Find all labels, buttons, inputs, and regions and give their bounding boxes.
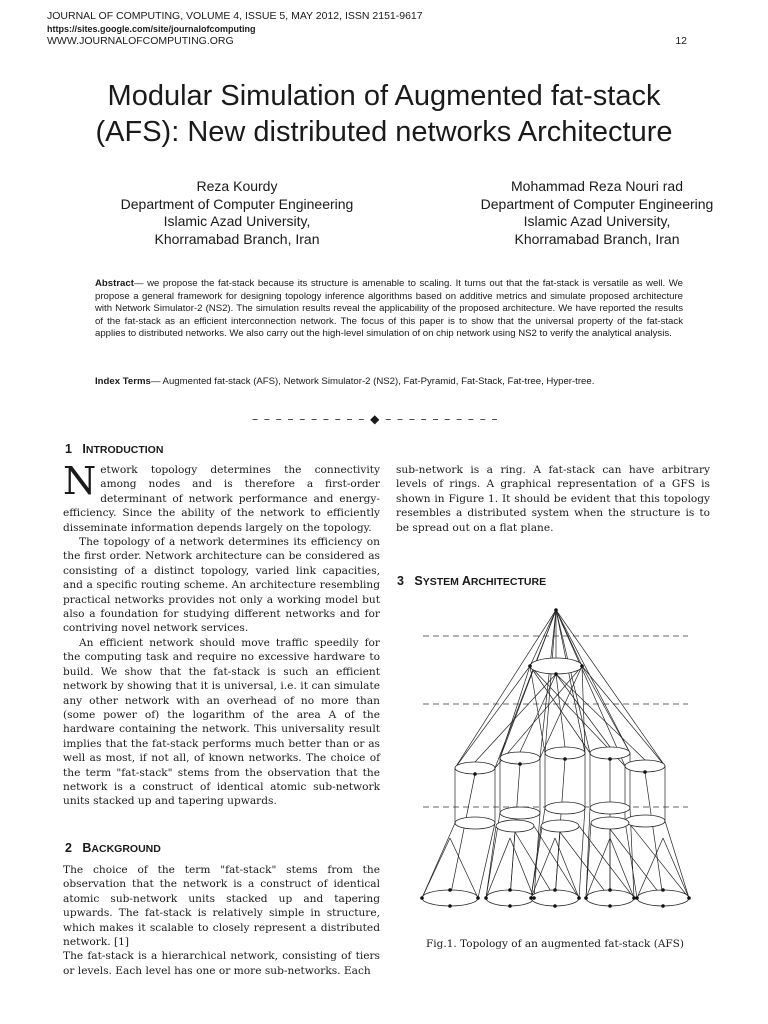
edge: [556, 610, 590, 753]
section-number: 3: [397, 574, 404, 588]
node: [476, 896, 480, 900]
heading-rest: YSTEM: [422, 576, 462, 588]
node: [687, 896, 691, 900]
right-column-paragraph: [396, 463, 710, 535]
ring: [541, 820, 579, 832]
intro-body: [63, 459, 380, 809]
edge: [531, 838, 555, 898]
edge: [560, 832, 610, 898]
node: [580, 664, 584, 668]
title-line-1: Modular Simulation of Augmented fat-stack: [107, 80, 661, 112]
section-heading-introduction: [65, 442, 163, 456]
edge: [422, 838, 450, 898]
edge: [555, 832, 560, 898]
background-body: [63, 863, 380, 978]
index-terms: [95, 376, 683, 389]
author-branch: Khorramabad Branch, Iran: [514, 230, 680, 247]
node: [635, 896, 639, 900]
ring: [591, 817, 629, 829]
edge: [663, 838, 689, 898]
heading-initial: S: [414, 574, 423, 588]
edge: [545, 610, 556, 753]
author-university: Islamic Azad University,: [163, 213, 311, 229]
node: [643, 770, 647, 774]
node: [608, 888, 612, 892]
edge: [534, 826, 579, 898]
node: [448, 904, 452, 908]
figure-caption: Fig.1. Topology of an augmented fat-stack (AFS): [426, 938, 684, 950]
author-department: Department of Computer Engineering: [480, 195, 714, 212]
edge: [582, 666, 630, 753]
heading-initial: I: [82, 442, 86, 456]
node: [563, 757, 567, 761]
journal-site[interactable]: WWW.JOURNALOFCOMPUTING.ORG: [47, 35, 234, 47]
page-number: 12: [675, 35, 687, 47]
ring: [545, 802, 585, 814]
ring: [486, 890, 534, 906]
node: [508, 888, 512, 892]
abstract: [95, 278, 683, 341]
abstract-label: Abstract: [95, 278, 134, 289]
ring: [500, 807, 540, 819]
edge: [665, 821, 689, 898]
rings: [422, 658, 689, 906]
edge: [556, 610, 665, 766]
edge: [556, 610, 585, 753]
journal-header: [47, 10, 687, 48]
author-name: Reza Kourdy: [196, 178, 278, 194]
drop-cap: N: [63, 459, 97, 503]
node: [528, 664, 532, 668]
node: [508, 904, 512, 908]
edge: [486, 826, 496, 898]
node: [608, 904, 612, 908]
ring: [531, 890, 579, 906]
node: [473, 772, 477, 776]
node: [661, 904, 665, 908]
node: [518, 762, 522, 766]
ring: [637, 890, 689, 906]
node: [553, 888, 557, 892]
edge: [629, 823, 689, 898]
background-paragraph-1: The choice of the term "fat-stack" stems from the observation that the network is a construct of identical atomic sub-network units stacked up and tapering upwards. The fat-stack is relatively simple in structure, which makes it scalable to closely represent a distributed network. [1]: [63, 864, 380, 949]
edge: [450, 774, 475, 898]
author-block-1: [87, 178, 387, 248]
edge: [556, 610, 630, 753]
author-university: Islamic Azad University,: [523, 213, 671, 229]
edge: [450, 838, 478, 898]
fat-stack-topology-figure: [405, 598, 705, 933]
node: [554, 608, 558, 612]
edge: [510, 832, 515, 898]
ring: [590, 802, 630, 814]
section-heading-background: [65, 841, 161, 855]
node: [484, 896, 488, 900]
ring: [530, 658, 582, 674]
author-department: Department of Computer Engineering: [120, 195, 354, 212]
author-name: Mohammad Reza Nouri rad: [511, 178, 683, 194]
edge: [610, 838, 634, 898]
ring: [625, 815, 665, 827]
node: [553, 904, 557, 908]
edge: [510, 838, 534, 898]
edge: [555, 838, 579, 898]
intro-paragraph-3: An efficient network should move traffic speedily for the computing task and require no excessive hardware to build. We show that the fat-stack is such an efficient network by showing that it is universal, i.e. it can simulate any other network with an overhead of no more than (some power of) the logarithm of the area A of the hardware containing the network. This universality result implies that the fat-stack performs much better than or as well as most, if not all, of known networks. The choice of the term "fat-stack" stems from the observation that the network is a construct of identical atomic sub-network units stacked up and tapering upwards.: [63, 636, 380, 808]
node: [584, 896, 588, 900]
node: [529, 896, 533, 900]
ring-paragraph: sub-network is a ring. A fat-stack can have arbitrary levels of rings. A graphical representation of a GFS is shown in Figure 1. It should be evident that this topology resembles a distributed system when the structure is to be spread out on a flat plane.: [396, 464, 710, 534]
node: [420, 896, 424, 900]
section-number: 1: [65, 442, 72, 456]
node: [661, 888, 665, 892]
heading-initial: B: [82, 841, 92, 855]
heading-initial-2: A: [461, 574, 471, 588]
edge: [645, 772, 663, 898]
index-terms-label: Index Terms: [95, 376, 151, 387]
edge: [637, 838, 663, 898]
section-separator: – – – – – – – – – – ◆ – – – – – – – – – –: [252, 412, 499, 426]
edge: [610, 829, 663, 898]
node: [554, 672, 558, 676]
heading-rest: ACKGROUND: [91, 843, 161, 855]
heading-rest-2: RCHITECTURE: [470, 576, 547, 588]
ring: [496, 820, 534, 832]
journal-line: JOURNAL OF COMPUTING, VOLUME 4, ISSUE 5, MAY 2012, ISSN 2151-9617: [47, 10, 423, 22]
index-terms-text: — Augmented fat-stack (AFS), Network Simulator-2 (NS2), Fat-Pyramid, Fat-Stack, Fat-tree, Hyper-tree.: [150, 376, 595, 387]
author-block-2: [447, 178, 747, 248]
section-number: 2: [65, 841, 72, 855]
title-line-2: (AFS): New distributed networks Architecture: [95, 116, 673, 148]
node: [448, 888, 452, 892]
paper-title: [40, 78, 728, 150]
edge: [531, 826, 541, 898]
node: [577, 896, 581, 900]
ring: [422, 890, 478, 906]
edge: [579, 808, 585, 898]
intro-paragraph-2: The topology of a network determines its efficiency on the first order. Network architecture can be considered as consisting of a distinct topology, varied link capacities, and a specific routing scheme. An architecture resembling practical networks provides not only a working model but also a foundation for studying different networks and for contriving novel network services.: [63, 536, 380, 635]
journal-url[interactable]: https://sites.google.com/site/journalofcomputing: [47, 23, 256, 34]
node: [608, 757, 612, 761]
section-heading-system-architecture: [397, 574, 546, 588]
author-branch: Khorramabad Branch, Iran: [154, 230, 320, 247]
heading-rest: NTRODUCTION: [85, 444, 164, 456]
ring: [586, 890, 634, 906]
ring: [455, 817, 495, 829]
abstract-text: — we propose the fat-stack because its structure is amenable to scaling. It turns out that the fat-stack is versatile as well. We propose a general framework for designing topology inference algorithms based on additive metrics and simulate proposed architecture with Network Simulator-2 (NS2). The simulation results reveal the applicability of the proposed architecture. We have reported the results of the fat-stack as an efficient interconnection network. The focus of this paper is to show that the universal property of the fat-stack applies to distributed networks. We also carry out the high-level simulation of on chip network using NS2 to verify the analytical analysis.: [95, 278, 683, 340]
intro-paragraph-1: etwork topology determines the connectivity among nodes and is therefore a first-order determinant of network performance and energy-efficiency. Since the ability of the network to efficiently disseminate information depends largely on the topology.: [63, 464, 380, 534]
background-paragraph-2: The fat-stack is a hierarchical network, consisting of tiers or levels. Each level has one or more sub-networks. Each: [63, 950, 380, 977]
